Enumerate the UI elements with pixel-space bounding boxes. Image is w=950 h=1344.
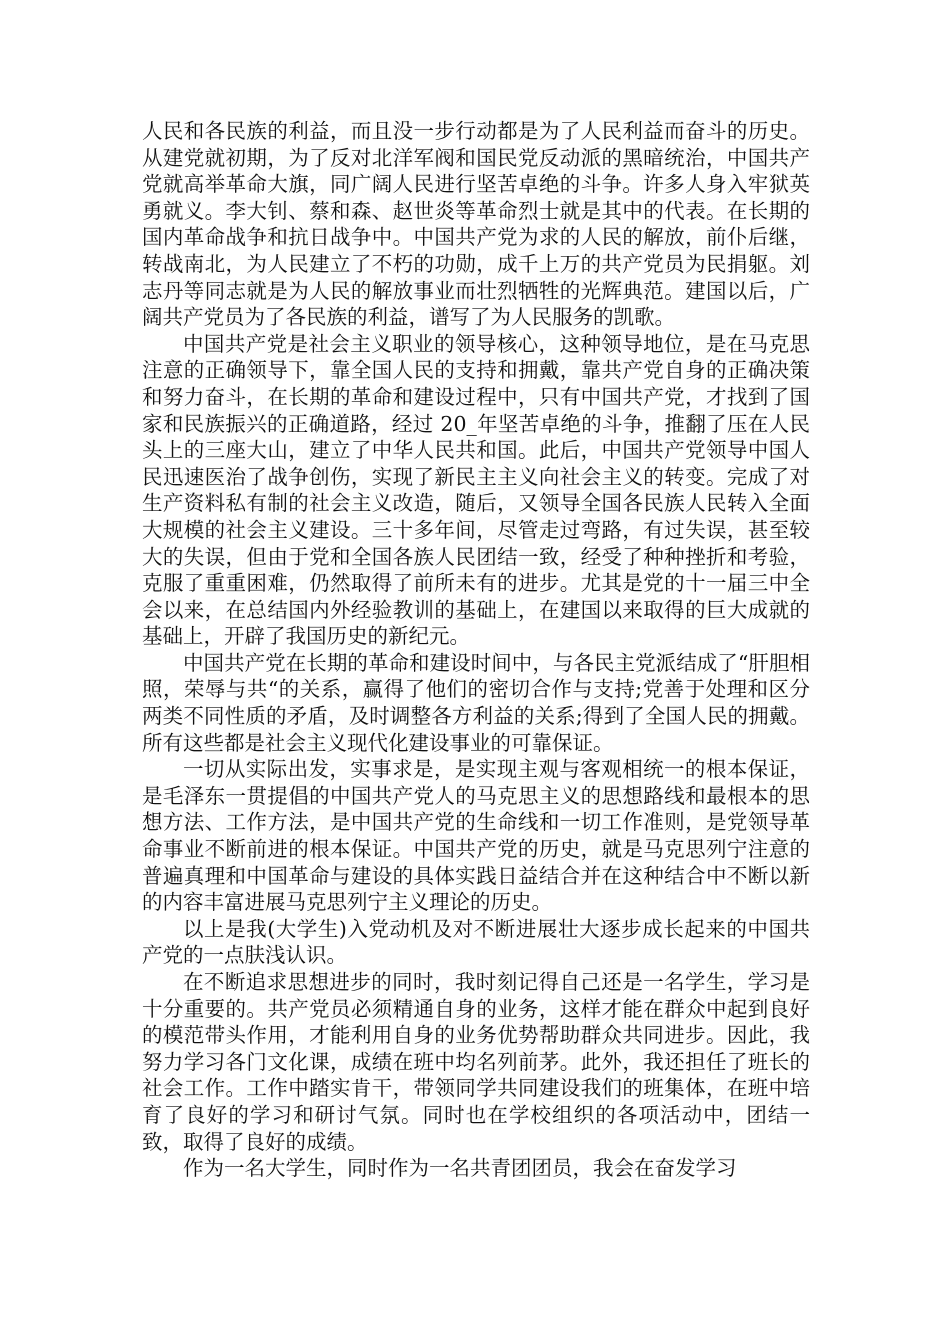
paragraph-6: 在不断追求思想进步的同时，我时刻记得自己还是一名学生，学习是十分重要的。共产党员必须精通自身的业务，这样才能在群众中起到良好的模范带头作用，才能利用自身的业务优势帮助群众共同进步。因此，我努力学习各门文化课，成绩在班中均名列前茅。此外，我还担任了班长的社会工作。工作中踏实肯干，带领同学共同建设我们的班集体，在班中培育了良好的学习和研讨气氛。同时也在学校组织的各项活动中，团结一致，取得了良好的成绩。 <box>142 970 810 1154</box>
paragraph-7: 作为一名大学生，同时作为一名共青团团员，我会在奋发学习 <box>183 1156 737 1181</box>
paragraph-2: 中国共产党是社会主义职业的领导核心，这种领导地位，是在马克思注意的正确领导下，靠全国人民的支持和拥戴，靠共产党自身的正确决策和努力奋斗，在长期的革命和建设过程中，只有中国共产党，才找到了国家和民族振兴的正确道路，经过 20_年坚苦卓绝的斗争，推翻了压在人民头上的三座大山，建立了中华人民共和国。此后，中国共产党领导中国人民迅速医治了战争创伤，实现了新民主主义向社会主义的转变。完成了对生产资料私有制的社会主义改造，随后，又领导全国各民族人民转入全面大规模的社会主义建设。三十多年间，尽管走过弯路，有过失误，甚至较大的失误，但由于党和全国各族人民团结一致，经受了种种挫折和考验，克服了重重困难，仍然取得了前所未有的进步。尤其是党的十一届三中全会以来，在总结国内外经验教训的基础上，在建国以来取得的巨大成就的基础上，开辟了我国历史的新纪元。 <box>142 331 810 649</box>
paragraph-5: 以上是我(大学生)入党动机及对不断进展壮大逐步成长起来的中国共产党的一点肤浅认识。 <box>142 916 810 968</box>
document-body <box>142 118 810 1182</box>
paragraph-3: 中国共产党在长期的革命和建设时间中，与各民主党派结成了“肝胆相照，荣辱与共“的关系，赢得了他们的密切合作与支持;党善于处理和区分两类不同性质的矛盾，及时调整各方利益的关系;得到了全国人民的拥戴。所有这些都是社会主义现代化建设事业的可靠保证。 <box>142 650 810 755</box>
paragraph-1: 人民和各民族的利益，而且没一步行动都是为了人民利益而奋斗的历史。从建党就初期，为了反对北洋军阀和国民党反动派的黑暗统治，中国共产党就高举革命大旗，同广阔人民进行坚苦卓绝的斗争。许多人身入牢狱英勇就义。李大钊、蔡和森、赵世炎等革命烈士就是其中的代表。在长期的国内革命战争和抗日战争中。中国共产党为求的人民的解放，前仆后继，转战南北，为人民建立了不朽的功勋，成千上万的共产党员为民捐躯。刘志丹等同志就是为人民的解放事业而壮烈牺牲的光辉典范。建国以后，广阔共产党员为了各民族的利益，谱写了为人民服务的凯歌。 <box>142 119 810 330</box>
paragraph-4: 一切从实际出发，实事求是，是实现主观与客观相统一的根本保证，是毛泽东一贯提倡的中国共产党人的马克思主义的思想路线和最根本的思想方法、工作方法，是中国共产党的生命线和一切工作准则，是党领导革命事业不断前进的根本保证。中国共产党的历史，就是马克思列宁注意的普遍真理和中国革命与建设的具体实践日益结合并在这种结合中不断以新的内容丰富进展马克思列宁主义理论的历史。 <box>142 757 810 915</box>
